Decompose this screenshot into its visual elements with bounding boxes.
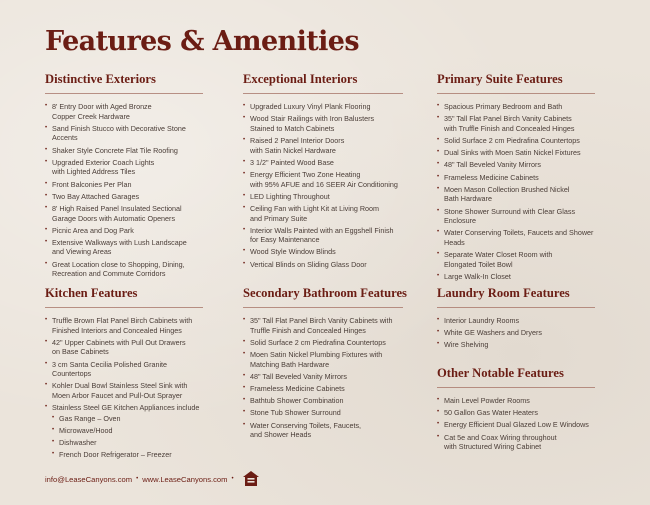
list-item: • Upgraded Luxury Vinyl Plank Flooring bbox=[243, 102, 403, 112]
section-secondary-bath bbox=[243, 286, 407, 442]
list-item: • Gas Range – Oven bbox=[52, 414, 203, 424]
footer-separator: • bbox=[136, 476, 139, 482]
feature-list bbox=[45, 102, 203, 279]
section-exceptional-interiors bbox=[243, 72, 403, 272]
list-item: • Truffle Brown Flat Panel Birch Cabinets with Finished Interiors and Concealed Hinges bbox=[45, 316, 203, 335]
list-item: • Stone Shower Surround with Clear Glass Enclosure bbox=[437, 207, 595, 226]
section-divider bbox=[437, 93, 595, 94]
section-divider bbox=[243, 307, 403, 308]
list-item: • Two Bay Attached Garages bbox=[45, 192, 203, 202]
list-item: • Vertical Blinds on Sliding Glass Door bbox=[243, 260, 403, 270]
list-item: • Main Level Powder Rooms bbox=[437, 396, 595, 406]
list-item: • Solid Surface 2 cm Piedrafina Countertops bbox=[437, 136, 595, 146]
list-item: • Great Location close to Shopping, Dining, Recreation and Commute Corridors bbox=[45, 260, 203, 279]
list-item: • Wire Shelving bbox=[437, 340, 595, 350]
list-item: • Energy Efficient Dual Glazed Low E Windows bbox=[437, 420, 595, 430]
section-heading: Exceptional Interiors bbox=[243, 72, 358, 86]
list-item: • Bathtub Shower Combination bbox=[243, 396, 403, 406]
list-item: • 48" Tall Beveled Vanity Mirrors bbox=[243, 372, 403, 382]
list-item: • Moen Satin Nickel Plumbing Fixtures with Matching Bath Hardware bbox=[243, 350, 403, 369]
list-item: • Picnic Area and Dog Park bbox=[45, 226, 203, 236]
list-item: • 8' High Raised Panel Insulated Sectional Garage Doors with Automatic Openers bbox=[45, 204, 203, 223]
section-heading: Kitchen Features bbox=[45, 286, 138, 300]
section-divider bbox=[437, 307, 595, 308]
feature-list bbox=[243, 102, 403, 269]
feature-list bbox=[437, 316, 595, 350]
list-item: • White GE Washers and Dryers bbox=[437, 328, 595, 338]
section-heading: Primary Suite Features bbox=[437, 72, 563, 86]
list-item: • Extensive Walkways with Lush Landscape and Viewing Areas bbox=[45, 238, 203, 257]
section-primary-suite bbox=[437, 72, 595, 284]
list-item: • Separate Water Closet Room with Elongated Toilet Bowl bbox=[437, 250, 595, 269]
list-item: • Water Conserving Toilets, Faucets and Shower Heads bbox=[437, 228, 595, 247]
list-item: • Dual Sinks with Moen Satin Nickel Fixtures bbox=[437, 148, 595, 158]
equal-housing-icon bbox=[242, 470, 260, 488]
list-item: • 3 cm Santa Cecilia Polished Granite Countertops bbox=[45, 360, 203, 379]
section-heading: Other Notable Features bbox=[437, 366, 564, 380]
section-other-notable bbox=[437, 366, 595, 454]
list-item: • 8' Entry Door with Aged Bronze Copper Creek Hardware bbox=[45, 102, 203, 121]
list-item: • Wood Stair Railings with Iron Balusters Stained to Match Cabinets bbox=[243, 114, 403, 133]
list-item: • 35" Tall Flat Panel Birch Vanity Cabinets with Truffle Finish and Concealed Hinges bbox=[243, 316, 403, 335]
list-item: • Spacious Primary Bedroom and Bath bbox=[437, 102, 595, 112]
list-item: • 50 Gallon Gas Water Heaters bbox=[437, 408, 595, 418]
appliance-sublist bbox=[52, 414, 203, 460]
list-item: • Water Conserving Toilets, Faucets, and Shower Heads bbox=[243, 421, 403, 440]
feature-list bbox=[45, 316, 203, 460]
list-item: • Frameless Medicine Cabinets bbox=[437, 173, 595, 183]
section-heading: Distinctive Exteriors bbox=[45, 72, 156, 86]
list-item: • Interior Laundry Rooms bbox=[437, 316, 595, 326]
list-item: • Microwave/Hood bbox=[52, 426, 203, 436]
section-heading: Laundry Room Features bbox=[437, 286, 570, 300]
list-item: • Front Balconies Per Plan bbox=[45, 180, 203, 190]
page-title: Features & Amenities bbox=[45, 26, 359, 57]
footer bbox=[45, 470, 260, 488]
list-item: • 42" Upper Cabinets with Pull Out Drawers on Base Cabinets bbox=[45, 338, 203, 357]
section-distinctive-exteriors bbox=[45, 72, 203, 281]
list-item: • Stainless Steel GE Kitchen Appliances include • Gas Range – Oven • Microwave/Hood • Dishwasher • French Door Refrigerator – Freezer bbox=[45, 403, 203, 460]
list-item: • Interior Walls Painted with an Eggshell Finish for Easy Maintenance bbox=[243, 226, 403, 245]
list-item: • 48" Tall Beveled Vanity Mirrors bbox=[437, 160, 595, 170]
list-item: • Kohler Dual Bowl Stainless Steel Sink with Moen Arbor Faucet and Pull-Out Sprayer bbox=[45, 381, 203, 400]
section-laundry bbox=[437, 286, 595, 353]
list-item: • French Door Refrigerator – Freezer bbox=[52, 450, 203, 460]
list-item: • Shaker Style Concrete Flat Tile Roofing bbox=[45, 146, 203, 156]
website-link[interactable]: www.LeaseCanyons.com bbox=[142, 474, 228, 484]
list-item: • Wood Style Window Blinds bbox=[243, 247, 403, 257]
list-item: • Dishwasher bbox=[52, 438, 203, 448]
list-item: • Ceiling Fan with Light Kit at Living Room and Primary Suite bbox=[243, 204, 403, 223]
footer-separator: • bbox=[231, 476, 234, 482]
email-link[interactable]: info@LeaseCanyons.com bbox=[45, 474, 133, 484]
section-kitchen bbox=[45, 286, 203, 462]
list-item: • Large Walk-In Closet bbox=[437, 272, 595, 282]
list-item: • Stone Tub Shower Surround bbox=[243, 408, 403, 418]
list-item: • LED Lighting Throughout bbox=[243, 192, 403, 202]
list-item: • Sand Finish Stucco with Decorative Stone Accents bbox=[45, 124, 203, 143]
list-item: • Raised 2 Panel Interior Doors with Satin Nickel Hardware bbox=[243, 136, 403, 155]
feature-list bbox=[437, 396, 595, 452]
section-divider bbox=[437, 387, 595, 388]
list-item: • Cat 5e and Coax Wiring throughout with Structured Wiring Cabinet bbox=[437, 433, 595, 452]
feature-list bbox=[437, 102, 595, 281]
section-divider bbox=[45, 93, 203, 94]
section-divider bbox=[45, 307, 203, 308]
list-item: • Frameless Medicine Cabinets bbox=[243, 384, 403, 394]
list-item: • Moen Mason Collection Brushed Nickel Bath Hardware bbox=[437, 185, 595, 204]
list-item: • Upgraded Exterior Coach Lights with Lighted Address Tiles bbox=[45, 158, 203, 177]
list-item: • 35" Tall Flat Panel Birch Vanity Cabinets with Truffle Finish and Concealed Hinges bbox=[437, 114, 595, 133]
section-divider bbox=[243, 93, 403, 94]
section-heading: Secondary Bathroom Features bbox=[243, 286, 407, 300]
list-item: • 3 1/2" Painted Wood Base bbox=[243, 158, 403, 168]
list-item: • Solid Surface 2 cm Piedrafina Countertops bbox=[243, 338, 403, 348]
list-item: • Energy Efficient Two Zone Heating with 95% AFUE and 16 SEER Air Conditioning bbox=[243, 170, 403, 189]
feature-list bbox=[243, 316, 403, 440]
